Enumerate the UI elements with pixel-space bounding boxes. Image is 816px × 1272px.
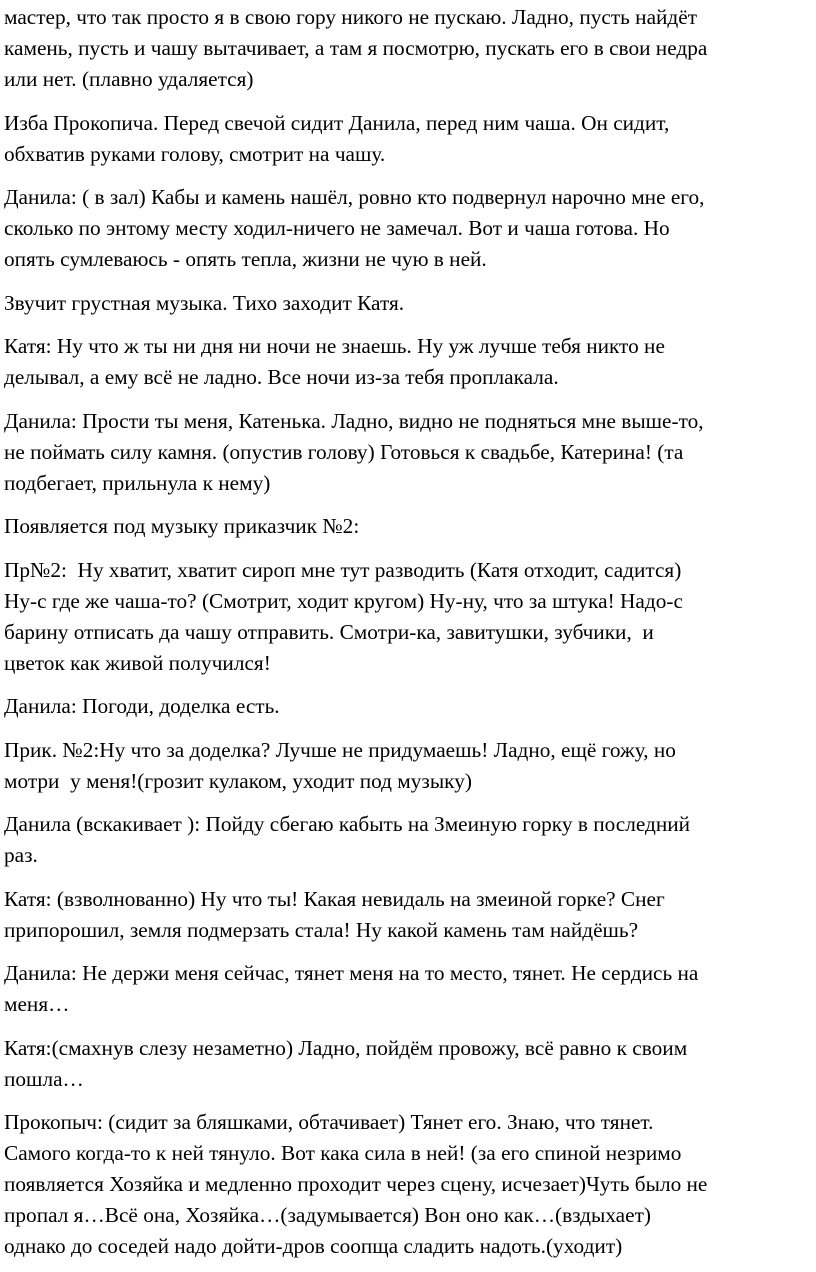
paragraph	[4, 406, 810, 499]
text-line: Данила: Прости ты меня, Катенька. Ладно, видно не подняться мне выше-то,	[4, 408, 704, 433]
text-line: однако до соседей надо дойти-дров соопща сладить надоть.(уходит)	[4, 1234, 623, 1258]
text-line: подбегает, прильнула к нему)	[4, 470, 271, 495]
text-line: цветок как живой получился!	[4, 650, 271, 675]
document-body	[4, 2, 810, 1262]
text-line: Прик. №2:Ну что за доделка? Лучше не придумаешь! Ладно, ещё гожу, но	[4, 737, 676, 762]
text-line: Данила (вскакивает ): Пойду сбегаю кабыть на Змеиную горку в последний	[4, 812, 691, 836]
text-line: Данила: Не держи меня сейчас, тянет меня на то место, тянет. Не сердись на	[4, 961, 699, 985]
paragraph	[4, 288, 810, 319]
paragraph	[4, 2, 810, 95]
text-line: или нет. (плавно удаляется)	[4, 67, 254, 91]
text-line: Ну-с где же чаша-то? (Смотрит, ходит кругом) Ну-ну, что за штука! Надо-с	[4, 588, 683, 613]
paragraph	[4, 884, 810, 946]
text-line: Катя: Ну что ж ты ни дня ни ночи не знаешь. Ну уж лучше тебя никто не	[4, 334, 665, 358]
text-line: меня…	[4, 992, 70, 1016]
text-line: обхватив руками голову, смотрит на чашу.	[4, 141, 386, 166]
paragraph	[4, 735, 810, 797]
paragraph	[4, 809, 810, 871]
text-line: сколько по энтому месту ходил-ничего не замечал. Вот и чаша готова. Но	[4, 216, 670, 240]
text-line: Катя: (взволнованно) Ну что ты! Какая невидаль на змеиной горке? Снег	[4, 886, 665, 911]
text-line: Пр№2: Ну хватит, хватит сироп мне тут разводить (Катя отходит, садится)	[4, 557, 682, 582]
text-line: Данила: ( в зал) Кабы и камень нашёл, ровно кто подвернул нарочно мне его,	[4, 185, 705, 209]
text-line: Появляется под музыку приказчик №2:	[4, 514, 360, 538]
text-line: делывал, а ему всё не ладно. Все ночи из-за тебя проплакала.	[4, 365, 559, 389]
text-line: Изба Прокопича. Перед свечой сидит Данила, перед ним чаша. Он сидит,	[4, 110, 670, 135]
text-line: Катя:(смахнув слезу незаметно) Ладно, пойдём провожу, всё равно к своим	[4, 1035, 688, 1060]
text-line: раз.	[4, 843, 38, 867]
paragraph	[4, 958, 810, 1020]
text-line: пропал я…Всё она, Хозяйка…(задумывается) Вон оно как…(вздыхает)	[4, 1203, 651, 1227]
paragraph	[4, 108, 810, 170]
text-line: мотри у меня!(грозит кулаком, уходит под музыку)	[4, 768, 472, 793]
text-line: камень, пусть и чашу вытачивает, а там я посмотрю, пускать его в свои недра	[4, 36, 708, 60]
paragraph	[4, 182, 810, 275]
text-line: Прокопыч: (сидит за бляшками, обтачивает) Тянет его. Знаю, что тянет.	[4, 1110, 654, 1134]
text-line: Звучит грустная музыка. Тихо заходит Катя.	[4, 290, 405, 315]
paragraph	[4, 331, 810, 393]
paragraph	[4, 691, 810, 722]
text-line: не поймать силу камня. (опустив голову) Готовься к свадьбе, Катерина! (та	[4, 439, 684, 464]
text-line: появляется Хозяйка и медленно проходит через сцену, исчезает)Чуть было не	[4, 1172, 708, 1196]
text-line: Самого когда-то к ней тянуло. Вот кака сила в ней! (за его спиной незримо	[4, 1141, 682, 1165]
text-line: Данила: Погоди, доделка есть.	[4, 694, 280, 718]
text-line: припорошил, земля подмерзать стала! Ну какой камень там найдёшь?	[4, 917, 639, 942]
text-line: пошла…	[4, 1066, 84, 1091]
text-line: мастер, что так просто я в свою гору никого не пускаю. Ладно, пусть найдёт	[4, 5, 698, 29]
text-line: опять сумлеваюсь - опять тепла, жизни не чую в ней.	[4, 247, 487, 271]
paragraph	[4, 555, 810, 679]
paragraph	[4, 511, 810, 542]
paragraph	[4, 1107, 810, 1262]
text-line: барину отписать да чашу отправить. Смотри-ка, завитушки, зубчики, и	[4, 619, 654, 644]
paragraph	[4, 1033, 810, 1095]
